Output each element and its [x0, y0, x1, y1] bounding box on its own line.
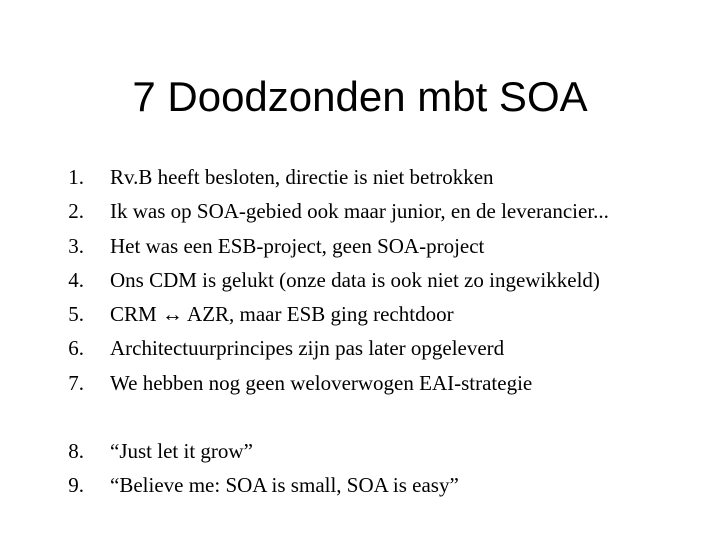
list-item — [60, 266, 720, 300]
item-number: 6. — [68, 336, 84, 361]
item-number: 3. — [68, 233, 84, 258]
extra-list — [60, 437, 720, 506]
slide-title: 7 Doodzonden mbt SOA — [132, 73, 588, 120]
item-text: “Believe me: SOA is small, SOA is easy” — [110, 473, 459, 498]
item-number: 4. — [68, 267, 84, 292]
item-text: “Just let it grow” — [110, 439, 253, 463]
numbered-list — [60, 163, 720, 403]
item-number: 9. — [68, 473, 84, 498]
item-number: 8. — [68, 439, 84, 463]
item-text: CRM ↔ AZR, maar ESB ging rechtdoor — [110, 302, 454, 327]
item-text: Ons CDM is gelukt (onze data is ook niet zo ingewikkeld) — [110, 267, 600, 292]
item-number: 1. — [68, 165, 84, 189]
list-item — [60, 197, 720, 231]
item-number: 2. — [68, 199, 84, 224]
item-text: We hebben nog geen weloverwogen EAI-strategie — [110, 370, 533, 395]
list-item — [60, 300, 720, 334]
item-number: 5. — [68, 302, 84, 327]
item-number: 7. — [68, 370, 84, 395]
item-text: Het was een ESB-project, geen SOA-project — [110, 233, 485, 258]
list-item — [60, 471, 720, 505]
item-text: Rv.B heeft besloten, directie is niet betrokken — [110, 165, 494, 189]
item-text: Ik was op SOA-gebied ook maar junior, en de leverancier... — [110, 199, 609, 224]
item-text: Architectuurprincipes zijn pas later opgeleverd — [110, 336, 505, 361]
list-item — [60, 437, 720, 471]
list-item — [60, 232, 720, 266]
list-item — [60, 334, 720, 368]
list-item — [60, 369, 720, 403]
list-item — [60, 163, 720, 197]
